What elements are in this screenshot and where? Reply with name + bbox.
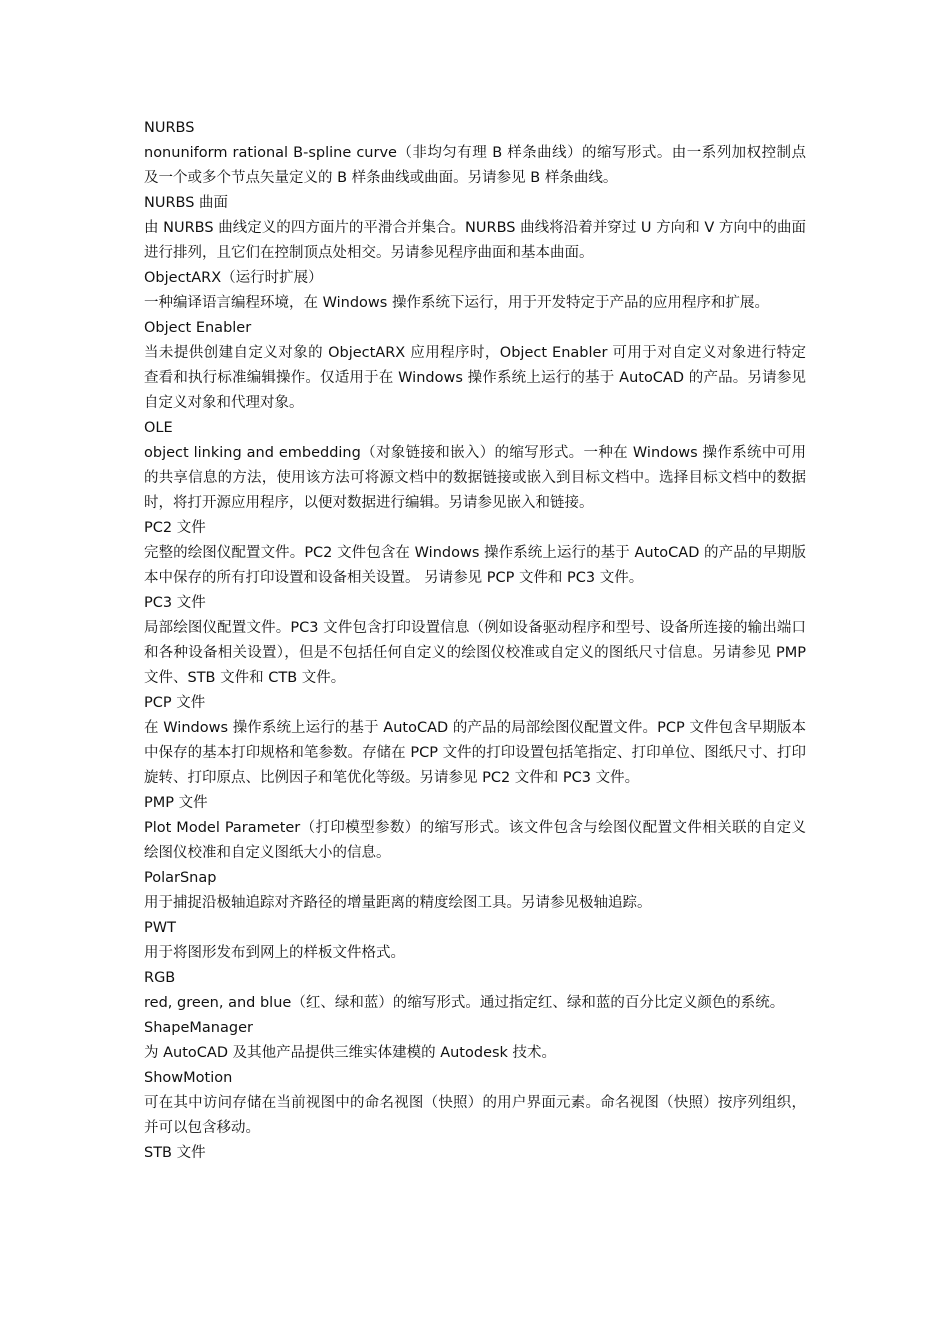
- entry-term: Object Enabler: [144, 320, 252, 336]
- glossary-entry-pwt: [144, 916, 806, 966]
- glossary-entry-ole: [144, 416, 806, 516]
- entry-definition: object linking and embedding（对象链接和嵌入）的缩写形式。一种在 Windows 操作系统中可用的共享信息的方法，使用该方法可将源文档中的数据链接或嵌入到目标文档中。选择目标文档中的数据时，将打开源应用程序，以便对数据进行编辑。另请参见嵌入和链接。: [144, 445, 806, 511]
- entry-term: RGB: [144, 970, 176, 986]
- entry-term: PMP 文件: [144, 795, 208, 811]
- glossary-entry-polarsnap: [144, 866, 806, 916]
- entry-definition: 完整的绘图仪配置文件。PC2 文件包含在 Windows 操作系统上运行的基于 AutoCAD 的产品的早期版本中保存的所有打印设置和设备相关设置。 另请参见 PCP 文件和 PC3 文件。: [144, 545, 806, 586]
- entry-definition: 由 NURBS 曲线定义的四方面片的平滑合并集合。NURBS 曲线将沿着并穿过 U 方向和 V 方向中的曲面进行排列，且它们在控制顶点处相交。另请参见程序曲面和基本曲面。: [144, 220, 806, 261]
- glossary-entry-stb-file: [144, 1141, 806, 1166]
- glossary-entry-objectarx: [144, 266, 806, 316]
- entry-definition: 用于捕捉沿极轴追踪对齐路径的增量距离的精度绘图工具。另请参见极轴追踪。: [144, 895, 652, 911]
- entry-term: STB 文件: [144, 1145, 206, 1161]
- entry-term: OLE: [144, 420, 173, 436]
- entry-term: PC3 文件: [144, 595, 206, 611]
- glossary-entry-shapemanager: [144, 1016, 806, 1066]
- entry-definition: Plot Model Parameter（打印模型参数）的缩写形式。该文件包含与绘图仪配置文件相关联的自定义绘图仪校准和自定义图纸大小的信息。: [144, 820, 806, 861]
- entry-definition: 局部绘图仪配置文件。PC3 文件包含打印设置信息（例如设备驱动程序和型号、设备所连接的输出端口和各种设备相关设置），但是不包括任何自定义的绘图仪校准或自定义的图纸尺寸信息。另请参见 PMP 文件、STB 文件和 CTB 文件。: [144, 620, 806, 686]
- entry-definition: 可在其中访问存储在当前视图中的命名视图（快照）的用户界面元素。命名视图（快照）按序列组织，并可以包含移动。: [144, 1095, 806, 1136]
- glossary-entry-nurbs: [144, 116, 806, 191]
- glossary-entry-rgb: [144, 966, 806, 1016]
- entry-definition: 一种编译语言编程环境，在 Windows 操作系统下运行，用于开发特定于产品的应用程序和扩展。: [144, 295, 769, 311]
- entry-definition: red, green, and blue（红、绿和蓝）的缩写形式。通过指定红、绿和蓝的百分比定义颜色的系统。: [144, 995, 785, 1011]
- entry-definition: 在 Windows 操作系统上运行的基于 AutoCAD 的产品的局部绘图仪配置文件。PCP 文件包含早期版本中保存的基本打印规格和笔参数。存储在 PCP 文件的打印设置包括笔指定、打印单位、图纸尺寸、打印旋转、打印原点、比例因子和笔优化等级。另请参见 PC2 文件和 PC3 文件。: [144, 720, 806, 786]
- entry-term: PolarSnap: [144, 870, 217, 886]
- entry-definition: 为 AutoCAD 及其他产品提供三维实体建模的 Autodesk 技术。: [144, 1045, 557, 1061]
- entry-term: PWT: [144, 920, 176, 936]
- entry-term: ShapeManager: [144, 1020, 253, 1036]
- glossary-entry-pc2-file: [144, 516, 806, 591]
- entry-definition: nonuniform rational B-spline curve（非均匀有理 B 样条曲线）的缩写形式。由一系列加权控制点及一个或多个节点矢量定义的 B 样条曲线或曲面。另请参见 B 样条曲线。: [144, 145, 806, 186]
- glossary-entry-pmp-file: [144, 791, 806, 866]
- glossary-entry-nurbs-surface: [144, 191, 806, 266]
- entry-term: NURBS: [144, 120, 195, 136]
- entry-term: PCP 文件: [144, 695, 206, 711]
- entry-term: NURBS 曲面: [144, 195, 229, 211]
- glossary-entry-pcp-file: [144, 691, 806, 791]
- glossary-entry-object-enabler: [144, 316, 806, 416]
- entry-definition: 用于将图形发布到网上的样板文件格式。: [144, 945, 405, 961]
- entry-term: ObjectARX（运行时扩展）: [144, 270, 323, 286]
- glossary-entry-pc3-file: [144, 591, 806, 691]
- entry-term: ShowMotion: [144, 1070, 233, 1086]
- entry-term: PC2 文件: [144, 520, 206, 536]
- entry-definition: 当未提供创建自定义对象的 ObjectARX 应用程序时，Object Enabler 可用于对自定义对象进行特定查看和执行标准编辑操作。仅适用于在 Windows 操作系统上运行的基于 AutoCAD 的产品。另请参见自定义对象和代理对象。: [144, 345, 806, 411]
- glossary-page: [144, 116, 806, 1166]
- glossary-entry-showmotion: [144, 1066, 806, 1141]
